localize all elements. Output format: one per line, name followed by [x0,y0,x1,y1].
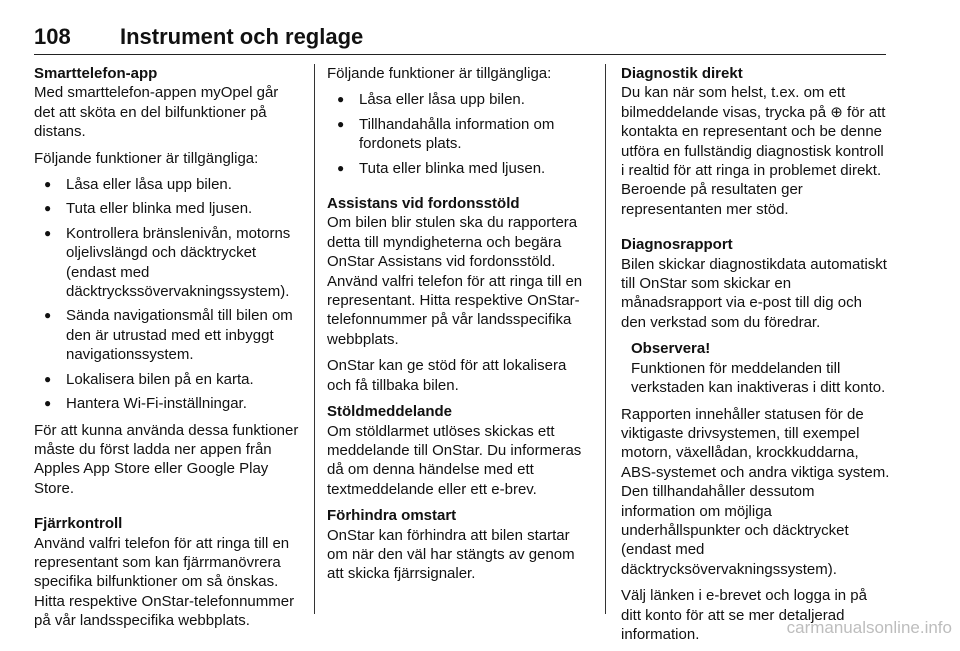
page-number: 108 [34,24,71,49]
list-item: ● Hantera Wi-Fi-inställningar. [34,394,302,413]
paragraph-functions: Följande funktioner är tillgängliga: [327,65,552,82]
watermark: carmanualsonline.info [786,618,952,637]
heading-smartphone-app: Smarttelefon-app [34,65,158,82]
column-2 [327,64,591,591]
list-item: ● Tillhandahålla information om fordonets plats. [327,115,591,154]
paragraph-email-link: Välj länken i e-brevet och logga in på ditt konto för att se mer detaljerad information. [621,587,867,643]
paragraph-prevent-restart: OnStar kan förhindra att bilen startar om när den väl har stängts av genom att skicka fjärrsignaler. [327,526,575,583]
onstar-button-icon: ⊕ [830,103,843,121]
paragraph-theft-alarm: Om stöldlarmet utlöses skickas ett meddelande till OnStar. Du informeras då om denna händelse med ett textmeddelande eller ett e-brev. [327,422,582,498]
note-text: Funktionen för meddelanden till verkstaden kan inaktiveras i ditt konto. [631,359,886,397]
list-item: ● Låsa eller låsa upp bilen. [34,175,302,194]
list-item: ● Lokalisera bilen på en karta. [34,370,302,389]
note-title: Observera! [631,340,711,358]
note-box [621,339,891,397]
paragraph-remote: Använd valfri telefon för att ringa till en representant som kan fjärrmanövrera specifika bilfunktioner om så önskas. Hitta respektive OnStar-telefonnummer på vår landsspecifika webbplats. [34,534,295,630]
column-1 [34,64,302,638]
page-header [34,24,886,55]
list-item: ● Sända navigationsmål till bilen om den är utrustad med ett inbyggt navigationssystem. [34,306,302,364]
paragraph-download: För att kunna använda dessa funktioner måste du först ladda ner appen från Apples App Store eller Google Play Store. [34,421,299,497]
heading-diagnostics: Diagnostik direkt [621,65,743,82]
column-divider-2 [605,64,606,614]
paragraph-diagnostic-report: Bilen skickar diagnostikdata automatiskt till OnStar som skickar en månadsrapport via e-post till dig och den verkstad som du föredrar. [621,255,887,331]
paragraph-report-contents: Rapporten innehåller statusen för de viktigaste drivsystemen, till exempel motorn, växellådan, krockkuddarna, ABS-systemet och andra viktiga system. Den tillhandahåller dessutom information om möjliga underhållspunkter och däcktrycket (endast med däcktrycksövervakningssystem). [621,405,890,578]
diagnostics-text-end: för att kontakta en representant och be denne utföra en fullständig diagnostisk kontroll i realtid för att ringa in problemet direkt. Beroende på resultaten ger representanten mer stöd. [621,103,886,218]
list-item: ● Låsa eller låsa upp bilen. [327,90,591,109]
paragraph-functions: Följande funktioner är tillgängliga: [34,149,259,167]
heading-remote-control: Fjärrkontroll [34,515,123,533]
column-divider-1 [314,64,315,614]
paragraph-locate: OnStar kan ge stöd för att lokalisera och få tillbaka bilen. [327,357,567,394]
paragraph-diagnostics [621,83,891,219]
heading-theft-assistance: Assistans vid fordonsstöld [327,195,520,213]
page-title: Instrument och reglage [120,24,364,49]
paragraph-app: Med smarttelefon-appen myOpel går det att sköta en del bilfunktioner på distans. [34,84,279,141]
function-list-2 [327,90,591,178]
heading-diagnostic-report: Diagnosrapport [621,236,733,254]
diagnostics-text-start: Du kan när som helst, t.ex. om ett bilmeddelande visas, trycka på [621,84,846,121]
paragraph-theft-assistance: Om bilen blir stulen ska du rapportera detta till myndigheterna och begära OnStar Assistans vid fordonsstöld. Använd valfri telefon för att ringa till en representant. Hitta respektive OnStar-telefonnummer på vår landsspecifika webbplats. [327,214,583,348]
heading-prevent-restart: Förhindra omstart [327,507,457,525]
function-list-1 [34,175,302,413]
list-item: ● Tuta eller blinka med ljusen. [34,199,302,218]
list-item: ● Kontrollera bränslenivån, motorns oljelivslängd och däcktrycket (endast med däcktryckssövervakningssystem). [34,224,302,302]
column-3 [621,64,891,651]
list-item: ● Tuta eller blinka med ljusen. [327,159,591,178]
heading-theft-alarm: Stöldmeddelande [327,403,453,421]
